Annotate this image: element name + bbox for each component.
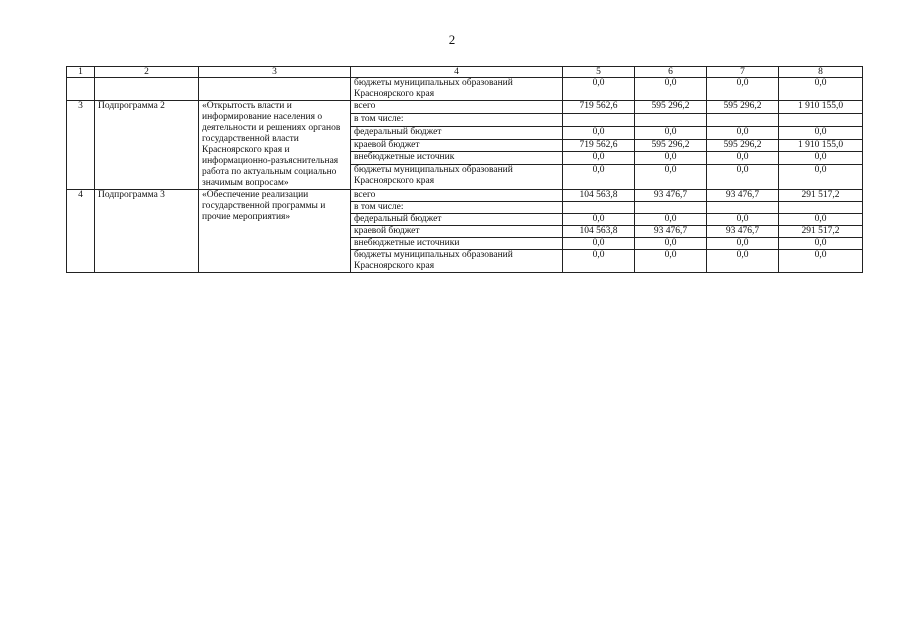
table-body [67,67,863,273]
funding-source-cell: федеральный бюджет [351,126,563,139]
value-cell: 104 563,8 [563,190,635,202]
value-cell: 0,0 [707,250,779,273]
value-cell: 0,0 [563,152,635,165]
value-cell: 93 476,7 [635,226,707,238]
funding-source-cell: бюджеты муниципальных образований Красноярского края [351,165,563,190]
funding-source-cell: краевой бюджет [351,139,563,152]
page-number: 2 [448,32,456,47]
header-cell: 1 [67,67,95,78]
value-cell: 0,0 [779,250,863,273]
value-cell: 0,0 [707,165,779,190]
value-cell: 0,0 [707,78,779,101]
value-cell: 595 296,2 [707,101,779,114]
value-cell: 0,0 [563,214,635,226]
empty-cell [95,78,199,101]
value-cell [635,113,707,126]
funding-source-cell: бюджеты муниципальных образований Красноярского края [351,78,563,101]
table-row [67,78,863,101]
empty-cell [199,78,351,101]
value-cell [779,202,863,214]
subprogram-name-cell: Подпрограмма 2 [95,101,199,190]
header-cell: 7 [707,67,779,78]
value-cell: 0,0 [635,238,707,250]
value-cell: 0,0 [779,126,863,139]
header-row [67,67,863,78]
value-cell: 0,0 [563,126,635,139]
value-cell: 0,0 [635,78,707,101]
value-cell: 0,0 [635,214,707,226]
table-row [67,190,863,202]
value-cell: 0,0 [635,250,707,273]
funding-source-cell: в том числе: [351,202,563,214]
funding-source-cell: внебюджетные источник [351,152,563,165]
value-cell: 719 562,6 [563,139,635,152]
table-row [67,101,863,114]
value-cell: 93 476,7 [707,226,779,238]
value-cell [779,113,863,126]
funding-source-cell: краевой бюджет [351,226,563,238]
row-number-cell: 4 [67,190,95,273]
value-cell: 0,0 [635,152,707,165]
value-cell: 0,0 [779,78,863,101]
value-cell: 719 562,6 [563,101,635,114]
value-cell: 0,0 [707,152,779,165]
header-cell: 6 [635,67,707,78]
value-cell: 0,0 [635,165,707,190]
value-cell: 0,0 [563,78,635,101]
header-cell: 5 [563,67,635,78]
value-cell: 1 910 155,0 [779,139,863,152]
funding-source-cell: всего [351,190,563,202]
funding-source-cell: бюджеты муниципальных образований Красноярского края [351,250,563,273]
budget-table [66,66,863,273]
funding-source-cell: в том числе: [351,113,563,126]
value-cell: 291 517,2 [779,190,863,202]
subprogram-title-cell: «Открытость власти и информирование населения о деятельности и решениях органов государственной власти Красноярского края и информационно-разъяснительная работа по актуальным социально значимым вопросам» [199,101,351,190]
value-cell: 595 296,2 [635,101,707,114]
value-cell: 0,0 [635,126,707,139]
value-cell: 104 563,8 [563,226,635,238]
value-cell: 93 476,7 [707,190,779,202]
empty-cell [67,78,95,101]
funding-source-cell: всего [351,101,563,114]
value-cell [635,202,707,214]
value-cell [563,113,635,126]
subprogram-title-cell: «Обеспечение реализации государственной программы и прочие мероприятия» [199,190,351,273]
value-cell: 291 517,2 [779,226,863,238]
value-cell: 93 476,7 [635,190,707,202]
value-cell: 595 296,2 [635,139,707,152]
value-cell: 0,0 [707,214,779,226]
subprogram-name-cell: Подпрограмма 3 [95,190,199,273]
row-number-cell: 3 [67,101,95,190]
value-cell: 595 296,2 [707,139,779,152]
value-cell: 0,0 [707,238,779,250]
value-cell: 0,0 [563,238,635,250]
value-cell: 0,0 [779,214,863,226]
header-cell: 8 [779,67,863,78]
header-cell: 3 [199,67,351,78]
value-cell: 0,0 [779,238,863,250]
funding-source-cell: внебюджетные источники [351,238,563,250]
value-cell: 0,0 [779,165,863,190]
funding-source-cell: федеральный бюджет [351,214,563,226]
value-cell [707,202,779,214]
value-cell: 0,0 [563,165,635,190]
value-cell: 0,0 [779,152,863,165]
value-cell: 0,0 [563,250,635,273]
header-cell: 4 [351,67,563,78]
value-cell: 0,0 [707,126,779,139]
value-cell: 1 910 155,0 [779,101,863,114]
value-cell [563,202,635,214]
value-cell [707,113,779,126]
header-cell: 2 [95,67,199,78]
